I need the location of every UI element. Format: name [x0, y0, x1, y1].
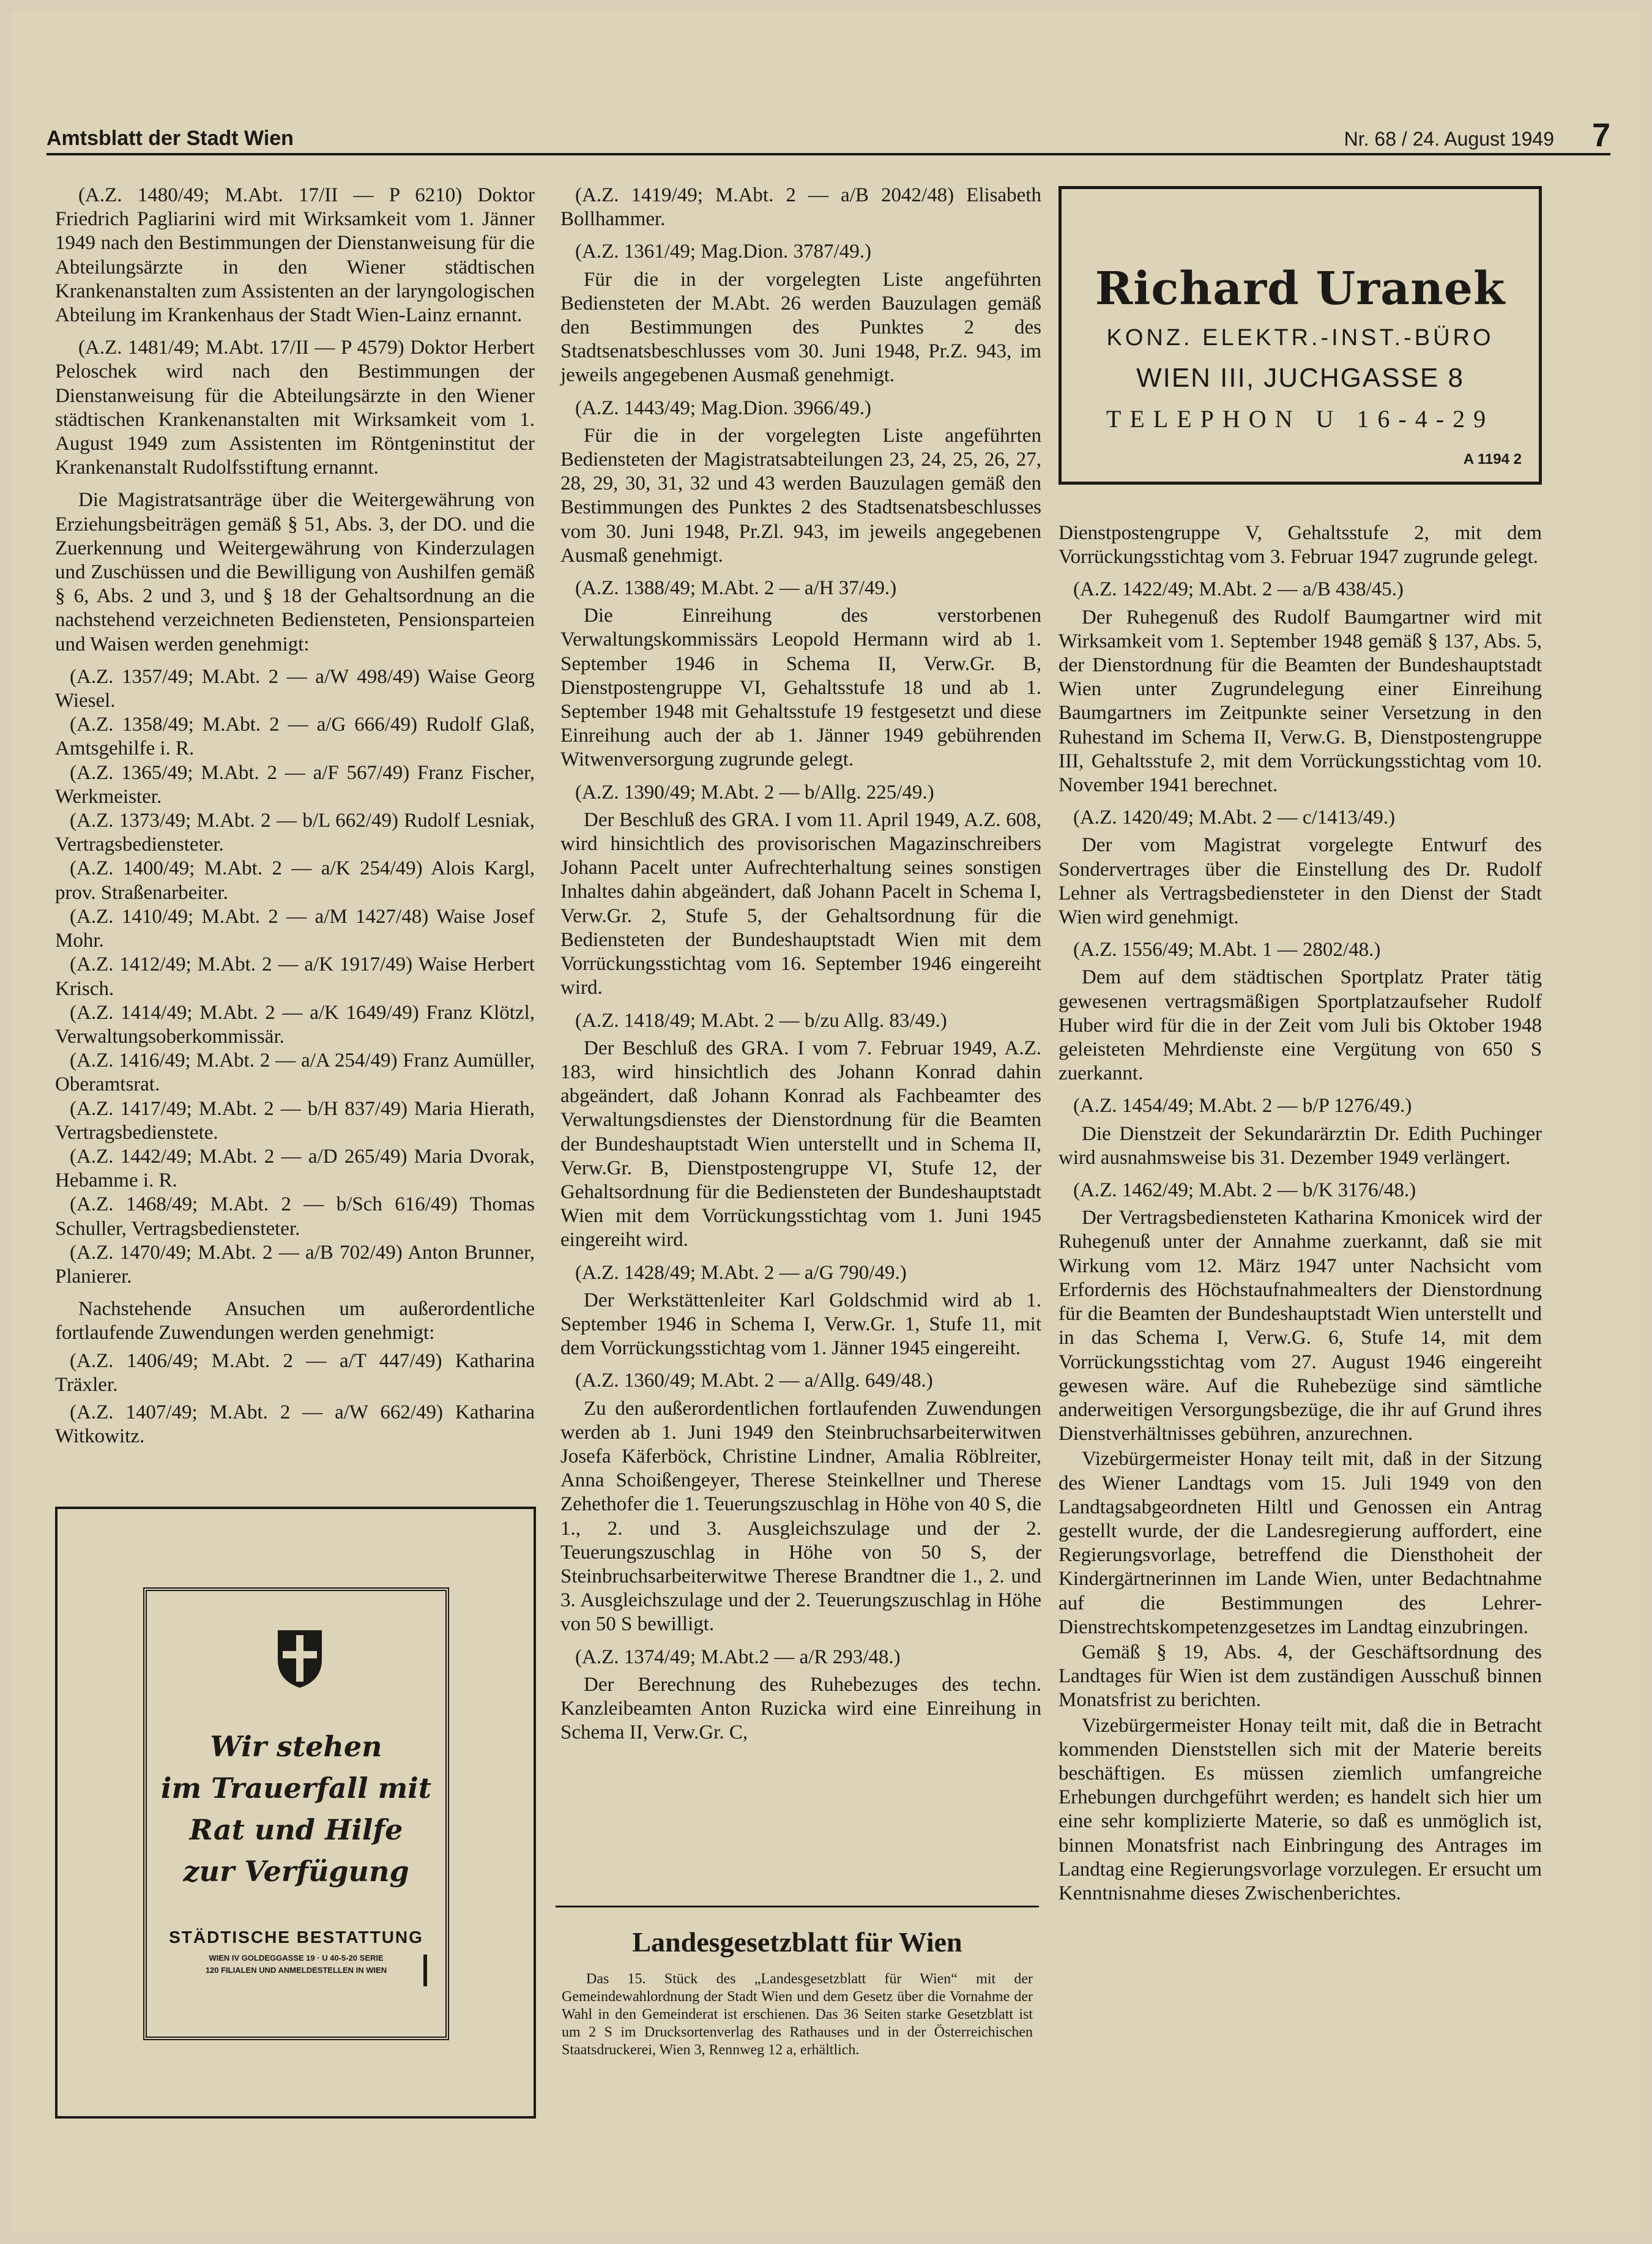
notice-text: Das 15. Stück des „Landesgesetzblatt für Wien“ mit der Gemeindewahlordnung der Stadt Wien und dem Gesetz über die Vornahme der Wahl in den Gemeinderat ist erschienen. Das 36 Seiten starke Gesetzblatt ist um 2 S im Drucksortenverlag des Rathauses und in der Österreichischen Staatsdruckerei, Wien 3, Rennweg 12 a, erhältlich. [562, 1971, 1033, 2058]
newspaper-page [11, 11, 1641, 2233]
article-paragraph: Der vom Magistrat vorgelegte Entwurf des Sondervertrages über die Einstellung des Dr. Rudolf Lehner als Vertragsbediensteter in den Dienst der Stadt Wien wird genehmigt. [1059, 834, 1542, 929]
issue-date: Nr. 68 / 24. August 1949 [1344, 128, 1554, 150]
list-item: (A.Z. 1468/49; M.Abt. 2 — b/Sch 616/49) Thomas Schuller, Vertragsbediensteter. [55, 1193, 535, 1240]
publication-title: Amtsblatt der Stadt Wien [47, 127, 294, 150]
reference-line: (A.Z. 1374/49; M.Abt.2 — a/R 293/48.) [575, 1646, 901, 1668]
reference-line: (A.Z. 1454/49; M.Abt. 2 — b/P 1276/49.) [1073, 1095, 1412, 1117]
article-paragraph: (A.Z. 1419/49; M.Abt. 2 — a/B 2042/48) Elisabeth Bollhammer. [560, 184, 1041, 231]
column-3 [1059, 521, 1542, 1914]
article-paragraph: (A.Z. 1481/49; M.Abt. 17/II — P 4579) Doktor Herbert Peloschek wird nach den Bestimmungen der Dienstanweisung für die Abteilungsärzte in den Wiener städtischen Krankenanstalten mit Wirksamkeit vom 1. August 1949 zum Assistenten im Röntgeninstitut der Krankenanstalt Rudolfsstiftung ernannt. [55, 337, 535, 479]
column-1 [55, 184, 535, 1448]
ad-slogan-line: Wir stehen [210, 1730, 382, 1763]
advertisement-uranek [1059, 186, 1542, 485]
reference-line: (A.Z. 1422/49; M.Abt. 2 — a/B 438/45.) [1073, 578, 1404, 601]
reference-line: (A.Z. 1388/49; M.Abt. 2 — a/H 37/49.) [575, 577, 897, 600]
reference-line: (A.Z. 1390/49; M.Abt. 2 — b/Allg. 225/49.) [575, 781, 934, 803]
page-header [47, 109, 1610, 155]
list-item: (A.Z. 1416/49; M.Abt. 2 — a/A 254/49) Franz Aumüller, Oberamtsrat. [55, 1049, 535, 1096]
list-item: (A.Z. 1357/49; M.Abt. 2 — a/W 498/49) Waise Georg Wiesel. [55, 665, 535, 712]
article-paragraph: Dienstpostengruppe V, Gehaltsstufe 2, mit dem Vorrückungsstichtag vom 3. Februar 1947 zugrunde gelegt. [1059, 522, 1542, 568]
list-item: (A.Z. 1365/49; M.Abt. 2 — a/F 567/49) Franz Fischer, Werkmeister. [55, 761, 535, 808]
notice-heading: Landesgesetzblatt für Wien [632, 1926, 962, 1958]
ad-company-name: Richard Uranek [1095, 263, 1506, 315]
advertisement-bestattung [55, 1507, 536, 2119]
list-item: (A.Z. 1412/49; M.Abt. 2 — a/K 1917/49) Waise Herbert Krisch. [55, 953, 535, 1000]
ad-slogan [147, 1726, 445, 1892]
list-item: (A.Z. 1470/49; M.Abt. 2 — a/B 702/49) Anton Brunner, Planierer. [55, 1241, 535, 1288]
list-item: (A.Z. 1407/49; M.Abt. 2 — a/W 662/49) Katharina Witkowitz. [55, 1401, 535, 1448]
reference-line: (A.Z. 1428/49; M.Abt. 2 — a/G 790/49.) [575, 1261, 907, 1284]
list-item: (A.Z. 1410/49; M.Abt. 2 — a/M 1427/48) Waise Josef Mohr. [55, 905, 535, 952]
ad-telephone: TELEPHON U 16-4-29 [1106, 405, 1495, 433]
article-paragraph: Die Magistratsanträge über die Weitergewährung von Erziehungsbeiträgen gemäß § 51, Abs. 3, der DO. und die Zuerkennung und Weitergewährung von Kinderzulagen und Zuschüssen und die Bewilligung von Aushilfen gemäß § 6, Abs. 2 und 3, und § 18 der Gehaltsordnung an die nachstehend verzeichneten Bediensteten, Pensionsparteien und Waisen werden genehmigt: [55, 489, 535, 655]
article-paragraph: Vizebürgermeister Honay teilt mit, daß in der Sitzung des Wiener Landtags vom 15. Juli 1949 von den Landtagsabgeordneten Hiltl und Genossen ein Antrag gestellt wurde, der die Landesregierung auffordert, eine Regierungsvorlage, betreffend die Diensthoheit der Kindergärtnerinnen im Lande Wien, unter Bedachtnahme auf die Bestimmungen des Lehrer-Dienstrechtskompetenzgesetzes im Landtag einzubringen. [1059, 1448, 1542, 1638]
reference-line: (A.Z. 1418/49; M.Abt. 2 — b/zu Allg. 83/49.) [575, 1009, 947, 1032]
list-item: (A.Z. 1414/49; M.Abt. 2 — a/K 1649/49) Franz Klötzl, Verwaltungsoberkommissär. [55, 1001, 535, 1048]
reference-line: (A.Z. 1556/49; M.Abt. 1 — 2802/48.) [1073, 939, 1381, 961]
ad-slogan-line: im Trauerfall mit [161, 1772, 431, 1805]
article-paragraph: Der Vertragsbediensteten Katharina Kmonicek wird der Ruhegenuß unter der Annahme zuerkannt, daß sie mit Wirkung vom 12. März 1947 unter Nachsicht vom Erfordernis des Höchstaufnahmealters der Dienstordnung für die Beamten der Bundeshauptstadt Wien unterstellt und in das Schema I, Verw.G. 6, Stufe 14, mit dem Vorrückungsstichtag vom 27. August 1946 eingereiht gewesen wäre. Auf die Ruhebezüge sind sämtliche anderweitigen Versorgungsbezüge, die ihr auf Grund ihres Dienstverhältnisses gebühren, anzurechnen. [1059, 1207, 1542, 1445]
reference-line: (A.Z. 1420/49; M.Abt. 2 — c/1413/49.) [1073, 807, 1396, 829]
ad-address: WIEN III, JUCHGASSE 8 [1136, 363, 1464, 393]
ad-address-line: WIEN IV GOLDEGGASSE 19 · U 40-5-20 SERIE [209, 1953, 384, 1963]
ad-firm-name: STÄDTISCHE BESTATTUNG [169, 1928, 423, 1947]
article-paragraph: Für die in der vorgelegten Liste angeführten Bediensteten der M.Abt. 26 werden Bauzulagen gemäß den Bestimmungen des Punktes 2 des Stadtsenatsbeschlusses vom 30. Juni 1948, Pr.Z. 943, im jeweils angegebenen Ausmaß genehmigt. [560, 268, 1041, 387]
reference-line: (A.Z. 1462/49; M.Abt. 2 — b/K 3176/48.) [1073, 1179, 1416, 1202]
reference-line: (A.Z. 1443/49; Mag.Dion. 3966/49.) [575, 397, 871, 419]
ad-address-line: 120 FILIALEN UND ANMELDESTELLEN IN WIEN [205, 1966, 387, 1975]
article-paragraph: Nachstehende Ansuchen um außerordentliche fortlaufende Zuwendungen werden genehmigt: [55, 1298, 535, 1344]
ad-address [165, 1952, 427, 1977]
article-paragraph: Der Beschluß des GRA. I vom 7. Februar 1949, A.Z. 183, wird hinsichtlich des Johann Konrad dahin abgeändert, daß Johann Konrad als Fachbeamter des Verwaltungsdienstes der Dienstordnung für die Beamten der Bundeshauptstadt Wien unterstellt und in Schema II, Verw.Gr. B, Dienstpostengruppe VI, Stufe 12, der Gehaltsordnung für die Bediensteten der Bundeshauptstadt Wien mit dem Vorrückungsstichtag vom 1. Juni 1945 eingereiht wird. [560, 1037, 1041, 1251]
article-paragraph: (A.Z. 1480/49; M.Abt. 17/II — P 6210) Doktor Friedrich Pagliarini wird mit Wirksamkeit vom 1. Jänner 1949 nach den Bestimmungen der Dienstanweisung für die Abteilungsärzte in den Wiener städtischen Krankenanstalten zum Assistenten an der laryngologischen Abteilung im Krankenhaus der Stadt Wien-Lainz ernannt. [55, 184, 535, 327]
landesgesetzblatt-notice [556, 1906, 1039, 2059]
article-paragraph: Dem auf dem städtischen Sportplatz Prater tätig gewesenen vertragsmäßigen Sportplatzaufseher Rudolf Huber wird für die in der Zeit vom Juli bis Oktober 1948 geleisteten Mehrdienste eine Vergütung von 650 S zuerkannt. [1059, 966, 1542, 1085]
vienna-shield-icon [275, 1628, 324, 1689]
article-paragraph: Vizebürgermeister Honay teilt mit, daß die in Betracht kommenden Dienststellen sich mit der Materie bereits beschäftigen. Es müssen ziemlich umfangreiche Erhebungen durchgeführt werden; es handelt sich hier um eine sehr komplizierte Materie, so daß es unmöglich ist, binnen Monatsfrist nach Einbringung des Antrages im Landtag eine Regierungsvorlage vorzulegen. Er ersucht um Kenntnisnahme dieses Zwischenberichtes. [1059, 1714, 1542, 1904]
column-2 [560, 184, 1041, 1753]
list-item: (A.Z. 1417/49; M.Abt. 2 — b/H 837/49) Maria Hierath, Vertragsbedienstete. [55, 1097, 535, 1144]
ad-decoration [423, 1955, 427, 1986]
article-paragraph: Der Beschluß des GRA. I vom 11. April 1949, A.Z. 608, wird hinsichtlich des provisorischen Magazinschreibers Johann Pacelt unter Aufrechterhaltung seines sonstigen Inhaltes dahin abgeändert, daß Johann Pacelt in Schema I, Verw.Gr. 2, Stufe 5, der Gehaltsordnung für die Bediensteten der Bundeshauptstadt Wien mit dem Vorrückungsstichtag vom 16. September 1946 eingereiht wird. [560, 808, 1041, 999]
article-paragraph: Gemäß § 19, Abs. 4, der Geschäftsordnung des Landtages für Wien ist dem zuständigen Ausschuß binnen Monatsfrist zu berichten. [1059, 1641, 1542, 1712]
ad-slogan-line: Rat und Hilfe [189, 1813, 403, 1846]
article-paragraph: Der Werkstättenleiter Karl Goldschmid wird ab 1. September 1946 in Schema I, Verw.Gr. 1, Stufe 11, mit dem Vorrückungsstichtag vom 1. Jänner 1945 eingereiht. [560, 1289, 1041, 1360]
article-paragraph: Zu den außerordentlichen fortlaufenden Zuwendungen werden ab 1. Juni 1949 den Steinbruchsarbeiterwitwen Josefa Käferböck, Christine Lindner, Amalia Röblreiter, Anna Schoißengeyer, Therese Steinkellner und Therese Zehethofer die 1. Teuerungszuschlag in Höhe von 40 S, die 1., 2. und 3. Ausgleichszulage und der 2. Teuerungszuschlag in Höhe von 50 S, der Steinbruchsarbeiterwitwe Therese Brandtner die 1., 2. und 3. Ausgleichszulage und der 2. Teuerungszuschlag in Höhe von 50 S bewilligt. [560, 1397, 1041, 1636]
list-item: (A.Z. 1442/49; M.Abt. 2 — a/D 265/49) Maria Dvorak, Hebamme i. R. [55, 1145, 535, 1192]
article-paragraph: Der Berechnung des Ruhebezuges des techn. Kanzleibeamten Anton Ruzicka wird eine Einreihung in Schema II, Verw.Gr. C, [560, 1673, 1041, 1744]
ad-slogan-line: zur Verfügung [183, 1855, 409, 1888]
ad-code: A 1194 2 [1463, 451, 1522, 468]
ad-business-type: KONZ. ELEKTR.-INST.-BÜRO [1106, 325, 1494, 351]
list-item: (A.Z. 1373/49; M.Abt. 2 — b/L 662/49) Rudolf Lesniak, Vertragsbediensteter. [55, 810, 535, 856]
reference-line: (A.Z. 1361/49; Mag.Dion. 3787/49.) [575, 240, 871, 263]
article-paragraph: Die Dienstzeit der Sekundarärztin Dr. Edith Puchinger wird ausnahmsweise bis 31. Dezember 1949 verlängert. [1059, 1122, 1542, 1169]
article-paragraph: Die Einreihung des verstorbenen Verwaltungskommissärs Leopold Hermann wird ab 1. September 1946 in Schema II, Verw.Gr. B, Dienstpostengruppe VI, Gehaltsstufe 18 und ab 1. September 1948 mit Gehaltsstufe 19 festgesetzt und diese Einreihung auch der ab 1. Jänner 1949 gebührenden Witwenversorgung zugrunde gelegt. [560, 605, 1041, 771]
page-number: 7 [1591, 117, 1610, 154]
list-item: (A.Z. 1358/49; M.Abt. 2 — a/G 666/49) Rudolf Glaß, Amtsgehilfe i. R. [55, 714, 535, 760]
list-item: (A.Z. 1406/49; M.Abt. 2 — a/T 447/49) Katharina Träxler. [55, 1349, 535, 1396]
article-paragraph: Für die in der vorgelegten Liste angeführten Bediensteten der Magistratsabteilungen 23, 24, 25, 26, 27, 28, 29, 30, 31, 32 und 43 werden Bauzulagen gemäß den Bestimmungen des Punktes 2 des Stadtsenatsbeschlusses vom 30. Juni 1948, Pr.Zl. 943, im jeweils angegebenen Ausmaß genehmigt. [560, 424, 1041, 567]
ad-frame [143, 1587, 449, 2040]
reference-line: (A.Z. 1360/49; M.Abt. 2 — a/Allg. 649/48.) [575, 1370, 933, 1392]
list-item: (A.Z. 1400/49; M.Abt. 2 — a/K 254/49) Alois Kargl, prov. Straßenarbeiter. [55, 857, 535, 904]
article-paragraph: Der Ruhegenuß des Rudolf Baumgartner wird mit Wirksamkeit vom 1. September 1948 gemäß § 137, Abs. 5, der Dienstordnung für die Beamten der Bundeshauptstadt Wien unter Zugrundelegung einer Einreihung Baumgartners im Zeitpunkte seiner Versetzung in den Ruhestand im Schema II, Verw.G. B, Dienstpostengruppe III, Gehaltsstufe 2, mit dem Vorrückungsstichtag vom 10. November 1941 berechnet. [1059, 606, 1542, 797]
